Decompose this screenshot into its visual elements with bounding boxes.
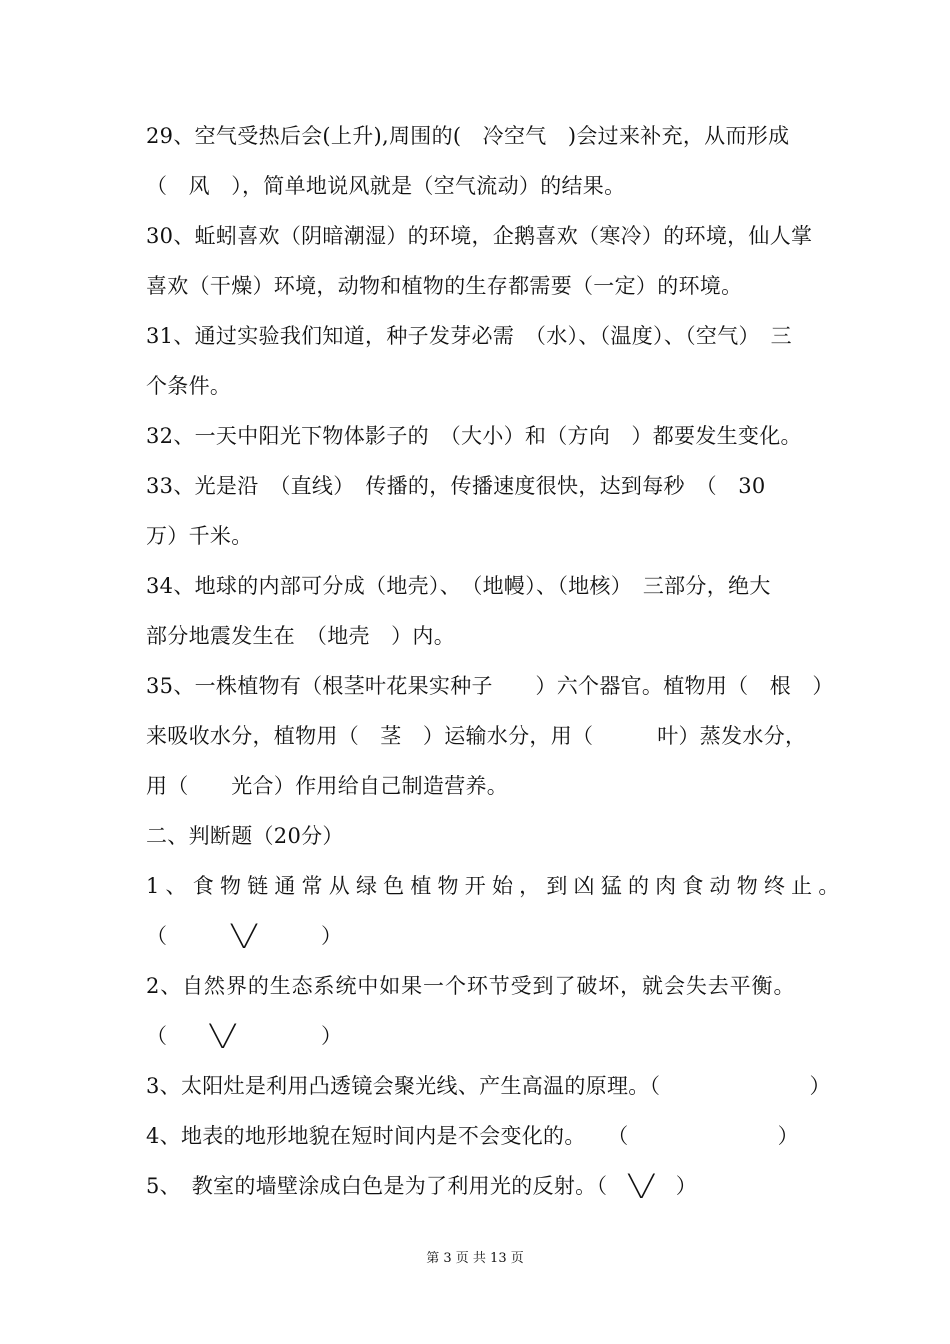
question-33-line-2: 万）千米。 — [146, 524, 253, 548]
judgement-1-answer: （ ╲╱ ） — [146, 924, 343, 948]
page-footer: 第 3 页 共 13 页 — [426, 1251, 524, 1266]
question-35-line-3: 用（ 光合）作用给自己制造营养。 — [146, 774, 509, 798]
question-30-line-1: 30、蚯蚓喜欢（阴暗潮湿）的环境，企鹅喜欢（寒冷）的环境，仙人掌 — [146, 224, 813, 248]
question-29-line-1: 29、空气受热后会(上升),周围的( 冷空气 )会过来补充，从而形成 — [146, 124, 790, 148]
judgement-3-line: 3、太阳灶是利用凸透镜会聚光线、产生高温的原理。（ ） — [146, 1074, 831, 1098]
question-35-line-1: 35、一株植物有（根茎叶花果实种子 ）六个器官。植物用（ 根 ） — [146, 674, 834, 698]
question-33-line-1: 33、光是沿 （直线） 传播的，传播速度很快，达到每秒 （ 30 — [146, 474, 766, 498]
judgement-1-line-1: 1、食物链通常从绿色植物开始，到凶猛的肉食动物终止。 — [146, 874, 846, 898]
judgement-2-line-1: 2、自然界的生态系统中如果一个环节受到了破坏，就会失去平衡。 — [146, 974, 796, 998]
section-heading-judgement: 二、判断题（20分） — [146, 824, 344, 848]
judgement-5-line: 5、 教室的墙壁涂成白色是为了利用光的反射。（ ╲╱ ） — [146, 1174, 698, 1198]
question-32-line: 32、一天中阳光下物体影子的 （大小）和（方向 ）都要发生变化。 — [146, 424, 802, 448]
judgement-4-line: 4、地表的地形地貌在短时间内是不会变化的。 （ ） — [146, 1124, 799, 1148]
question-30-line-2: 喜欢（干燥）环境，动物和植物的生存都需要（一定）的环境。 — [146, 274, 743, 298]
question-35-line-2: 来吸收水分，植物用（ 茎 ）运输水分，用（ 叶）蒸发水分， — [146, 724, 807, 748]
question-34-line-2: 部分地震发生在 （地壳 ）内。 — [146, 624, 455, 648]
question-29-line-2: （ 风 ），简单地说风就是（空气流动）的结果。 — [146, 174, 626, 198]
question-31-line-2: 个条件。 — [146, 374, 232, 398]
question-31-line-1: 31、通过实验我们知道，种子发芽必需 （水）、（温度）、（空气） 三 — [146, 324, 792, 348]
judgement-2-answer: （ ╲╱ ） — [146, 1024, 343, 1048]
question-34-line-1: 34、地球的内部可分成（地壳）、 （地幔）、（地核） 三部分，绝大 — [146, 574, 771, 598]
